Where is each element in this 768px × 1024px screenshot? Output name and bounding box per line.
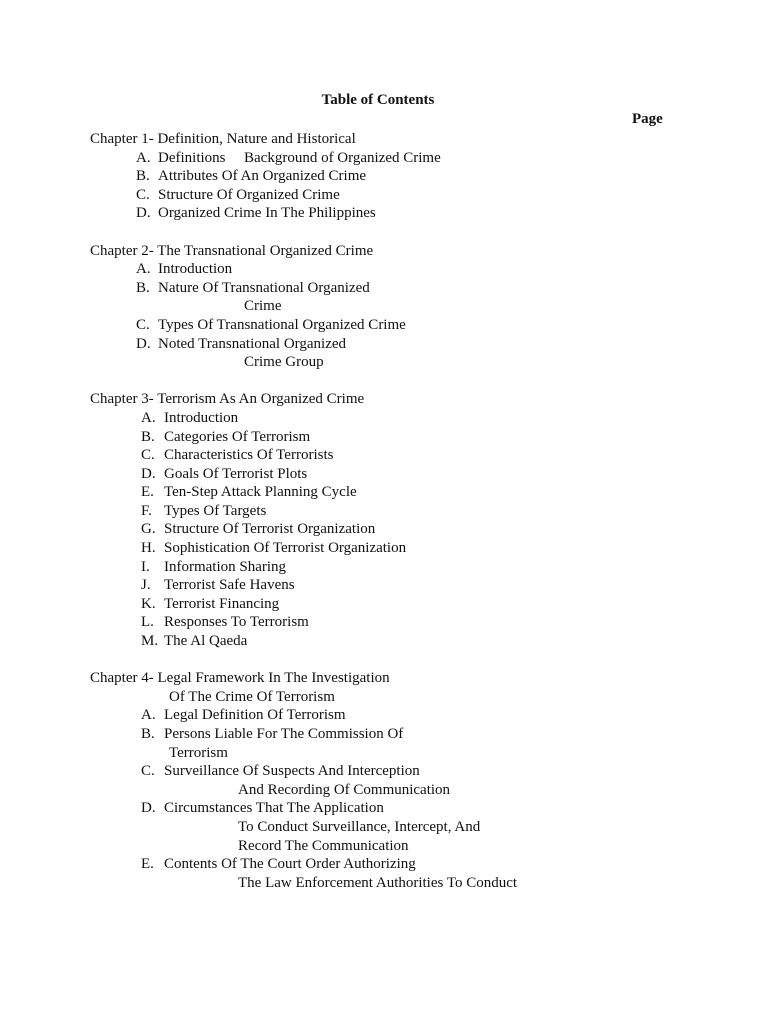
item-text: Nature Of Transnational Organized xyxy=(158,279,370,296)
chapter-title: Chapter 2- The Transnational Organized Crime xyxy=(90,242,374,259)
item-letter: B. xyxy=(136,279,150,296)
item-text: Characteristics Of Terrorists xyxy=(164,447,334,464)
item-text-continuation: Crime xyxy=(244,298,282,315)
item-letter: D. xyxy=(141,800,156,817)
item-text: Ten-Step Attack Planning Cycle xyxy=(164,484,357,501)
chapter-title: Chapter 1- Definition, Nature and Historical xyxy=(90,131,356,147)
chapter-1 xyxy=(90,130,690,223)
item-letter: E. xyxy=(141,484,154,501)
toc-item xyxy=(90,186,690,205)
item-text: Structure Of Organized Crime xyxy=(158,186,340,203)
item-text-continuation: And Recording Of Communication xyxy=(238,781,451,798)
toc-item xyxy=(90,167,690,186)
item-text: Terrorist Financing xyxy=(164,595,280,612)
item-letter: I. xyxy=(141,558,150,575)
toc-item xyxy=(90,260,690,279)
item-letter: C. xyxy=(136,316,150,333)
toc-item xyxy=(90,855,690,874)
item-text: Legal Definition Of Terrorism xyxy=(164,707,346,724)
toc-item xyxy=(90,409,690,428)
item-letter: C. xyxy=(141,763,155,780)
toc-item xyxy=(90,316,690,335)
chapter-3 xyxy=(90,390,690,650)
toc-item xyxy=(90,520,690,539)
toc-item-continuation xyxy=(90,874,690,893)
spacer xyxy=(90,372,690,391)
toc-item xyxy=(90,279,690,298)
chapter-2 xyxy=(90,242,690,372)
toc-item xyxy=(90,502,690,521)
toc-item-continuation xyxy=(90,297,690,316)
toc-item xyxy=(90,428,690,447)
item-letter: A. xyxy=(141,409,156,426)
toc-item xyxy=(90,725,690,744)
item-letter: F. xyxy=(141,502,152,519)
item-letter: A. xyxy=(136,261,151,278)
item-letter: A. xyxy=(136,149,151,166)
item-letter: G. xyxy=(141,521,156,538)
toc-item-continuation xyxy=(90,837,690,856)
item-text-continuation: Terrorism xyxy=(169,744,228,761)
toc-item xyxy=(90,799,690,818)
item-text: Attributes Of An Organized Crime xyxy=(158,168,367,185)
toc-item xyxy=(90,149,690,168)
item-letter: B. xyxy=(141,428,155,445)
item-text: Surveillance Of Suspects And Interception xyxy=(164,763,420,780)
item-letter: D. xyxy=(136,205,151,222)
item-letter: C. xyxy=(141,447,155,464)
item-text: Responses To Terrorism xyxy=(164,614,309,631)
toc-item xyxy=(90,762,690,781)
item-text: Sophistication Of Terrorist Organization xyxy=(164,540,407,557)
page-title: Table of Contents xyxy=(321,92,435,108)
item-letter: L. xyxy=(141,614,154,631)
toc-item-continuation xyxy=(90,781,690,800)
item-text: Noted Transnational Organized xyxy=(158,335,347,352)
item-letter: J. xyxy=(141,577,151,594)
chapter-title: Chapter 3- Terrorism As An Organized Crime xyxy=(90,391,365,408)
spacer xyxy=(90,223,690,242)
toc-item xyxy=(90,539,690,558)
item-text: Persons Liable For The Commission Of xyxy=(164,726,404,742)
item-letter: B. xyxy=(136,168,150,185)
toc-item xyxy=(90,446,690,465)
item-text: Organized Crime In The Philippines xyxy=(158,205,376,222)
toc-item xyxy=(90,632,690,651)
item-text: Categories Of Terrorism xyxy=(164,428,311,445)
item-text-continuation: To Conduct Surveillance, Intercept, And xyxy=(238,818,481,835)
item-letter: C. xyxy=(136,186,150,203)
chapter-title: Chapter 4- Legal Framework In The Investigation xyxy=(90,670,390,687)
item-text: Structure Of Terrorist Organization xyxy=(164,521,376,538)
item-letter: H. xyxy=(141,540,156,557)
item-text: Types Of Transnational Organized Crime xyxy=(158,316,406,333)
chapter-4 xyxy=(90,669,690,892)
item-letter: B. xyxy=(141,726,155,742)
chapter-title-continuation: Of The Crime Of Terrorism xyxy=(169,688,335,705)
toc-item-continuation xyxy=(90,744,690,763)
item-text: Terrorist Safe Havens xyxy=(164,577,295,594)
item-text-continuation: Crime Group xyxy=(244,354,324,371)
item-letter: K. xyxy=(141,595,156,612)
toc-item xyxy=(90,204,690,223)
item-letter: D. xyxy=(136,335,151,352)
item-text: Introduction xyxy=(158,261,233,278)
item-letter: E. xyxy=(141,856,154,873)
item-text: Circumstances That The Application xyxy=(164,800,384,817)
item-text: Goals Of Terrorist Plots xyxy=(164,465,308,482)
item-text: Information Sharing xyxy=(164,558,287,575)
item-text: The Al Qaeda xyxy=(164,633,248,650)
item-text: Contents Of The Court Order Authorizing xyxy=(164,856,416,873)
toc-item-continuation xyxy=(90,818,690,837)
item-text: Definitions xyxy=(158,149,226,166)
toc-item xyxy=(90,576,690,595)
item-text-continuation: The Law Enforcement Authorities To Conduct xyxy=(238,874,518,891)
page-column-header: Page xyxy=(632,111,663,127)
item-text-continuation: Record The Communication xyxy=(238,837,409,854)
toc-item xyxy=(90,706,690,725)
toc-item-continuation xyxy=(90,353,690,372)
item-letter: D. xyxy=(141,465,156,482)
toc-item xyxy=(90,558,690,577)
table-of-contents xyxy=(90,130,690,892)
item-text: Introduction xyxy=(164,409,239,426)
toc-item xyxy=(90,595,690,614)
item-text: Types Of Targets xyxy=(164,502,267,519)
spacer xyxy=(90,651,690,670)
chapter-title-continuation: Background of Organized Crime xyxy=(244,149,441,166)
item-letter: A. xyxy=(141,707,156,724)
toc-item xyxy=(90,613,690,632)
item-letter: M. xyxy=(141,633,159,650)
toc-item xyxy=(90,335,690,354)
toc-item xyxy=(90,483,690,502)
toc-item xyxy=(90,465,690,484)
